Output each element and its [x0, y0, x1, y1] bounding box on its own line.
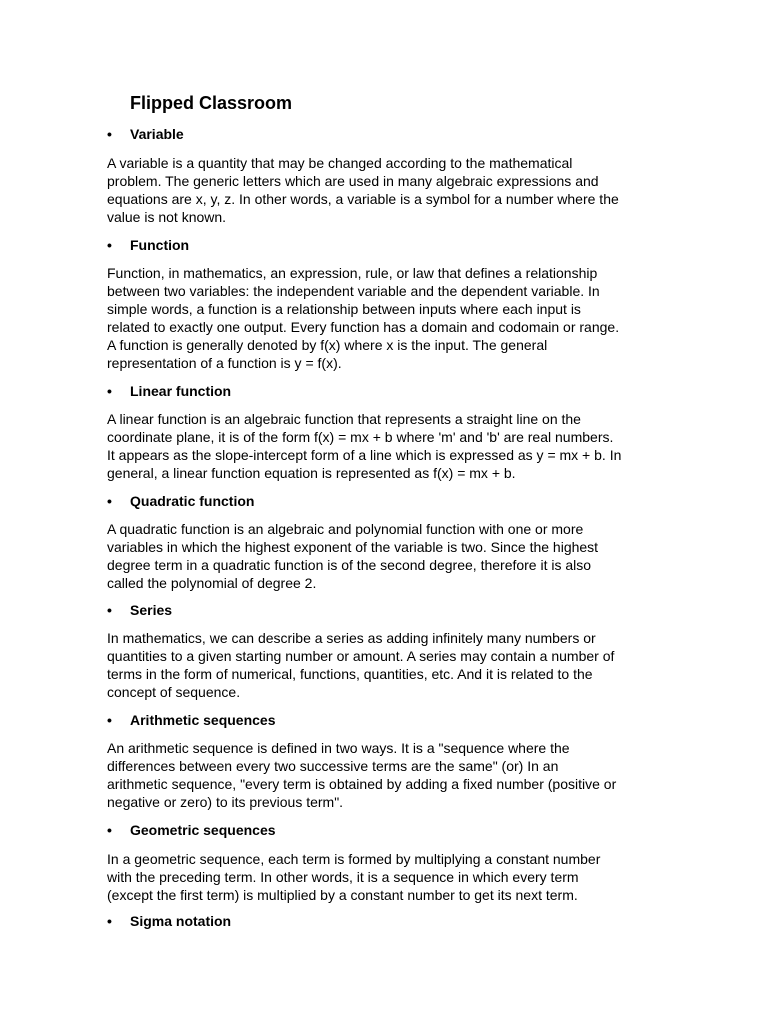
paragraph-line: degree term in a quadratic function is of the second degree, therefore it is also	[107, 557, 592, 573]
paragraph-line: In mathematics, we can describe a series as adding infinitely many numbers or	[107, 630, 596, 646]
paragraph-line: A quadratic function is an algebraic and polynomial function with one or more	[107, 521, 584, 537]
paragraph-line: It appears as the slope-intercept form of a line which is expressed as y = mx + b. In	[107, 447, 622, 463]
paragraph-line: called the polynomial of degree 2.	[107, 575, 317, 591]
section-heading-label: Linear function	[130, 383, 232, 399]
bullet-icon: •	[107, 822, 112, 838]
section-paragraph-quadratic-function	[107, 520, 667, 592]
bullet-icon: •	[107, 712, 112, 728]
section-paragraph-function	[107, 264, 667, 372]
paragraph-line: A variable is a quantity that may be changed according to the mathematical	[107, 155, 573, 171]
section-paragraph-geometric-sequences	[107, 850, 667, 904]
paragraph-line: quantities to a given starting number or amount. A series may contain a number of	[107, 648, 615, 664]
page-title: Flipped Classroom	[130, 93, 293, 113]
paragraph-line: Function, in mathematics, an expression, rule, or law that defines a relationship	[107, 265, 598, 281]
paragraph-line: (except the first term) is multiplied by a constant number to get its next term.	[107, 887, 578, 903]
paragraph-line: terms in the form of numerical, functions, quantities, etc. And it is related to the	[107, 666, 593, 682]
paragraph-line: In a geometric sequence, each term is formed by multiplying a constant number	[107, 851, 601, 867]
section-paragraph-variable	[107, 154, 667, 226]
paragraph-line: An arithmetic sequence is defined in two ways. It is a "sequence where the	[107, 740, 570, 756]
bullet-icon: •	[107, 602, 112, 618]
paragraph-line: with the preceding term. In other words, it is a sequence in which every term	[107, 869, 579, 885]
paragraph-line: coordinate plane, it is of the form f(x) = mx + b where 'm' and 'b' are real numbers.	[107, 429, 614, 445]
section-heading-label: Geometric sequences	[130, 822, 276, 838]
bullet-icon: •	[107, 383, 112, 399]
section-heading-label: Function	[130, 237, 190, 253]
paragraph-line: value is not known.	[107, 209, 227, 225]
section-paragraph-arithmetic-sequences	[107, 739, 667, 811]
paragraph-line: negative or zero) to its previous term".	[107, 794, 344, 810]
paragraph-line: equations are x, y, z. In other words, a variable is a symbol for a number where the	[107, 191, 619, 207]
paragraph-line: A function is generally denoted by f(x) where x is the input. The general	[107, 337, 548, 353]
paragraph-line: representation of a function is y = f(x).	[107, 355, 342, 371]
section-heading-label: Quadratic function	[130, 493, 255, 509]
paragraph-line: related to exactly one output. Every function has a domain and codomain or range.	[107, 319, 620, 335]
paragraph-line: between two variables: the independent variable and the dependent variable. In	[107, 283, 600, 299]
section-heading-label: Arithmetic sequences	[130, 712, 276, 728]
bullet-icon: •	[107, 237, 112, 253]
section-heading-label: Series	[130, 602, 173, 618]
paragraph-line: concept of sequence.	[107, 684, 241, 700]
paragraph-line: simple words, a function is a relationship between inputs where each input is	[107, 301, 581, 317]
bullet-icon: •	[107, 493, 112, 509]
paragraph-line: general, a linear function equation is represented as f(x) = mx + b.	[107, 465, 516, 481]
paragraph-line: A linear function is an algebraic function that represents a straight line on the	[107, 411, 581, 427]
bullet-icon: •	[107, 126, 112, 142]
paragraph-line: problem. The generic letters which are used in many algebraic expressions and	[107, 173, 599, 189]
section-heading-label: Variable	[130, 126, 184, 142]
paragraph-line: differences between every two successive terms are the same" (or) In an	[107, 758, 559, 774]
paragraph-line: variables in which the highest exponent of the variable is two. Since the highest	[107, 539, 599, 555]
section-paragraph-series	[107, 629, 667, 701]
bullet-icon: •	[107, 913, 112, 929]
paragraph-line: arithmetic sequence, "every term is obtained by adding a fixed number (positive or	[107, 776, 617, 792]
section-heading-label: Sigma notation	[130, 913, 232, 929]
section-paragraph-linear-function	[107, 410, 667, 482]
